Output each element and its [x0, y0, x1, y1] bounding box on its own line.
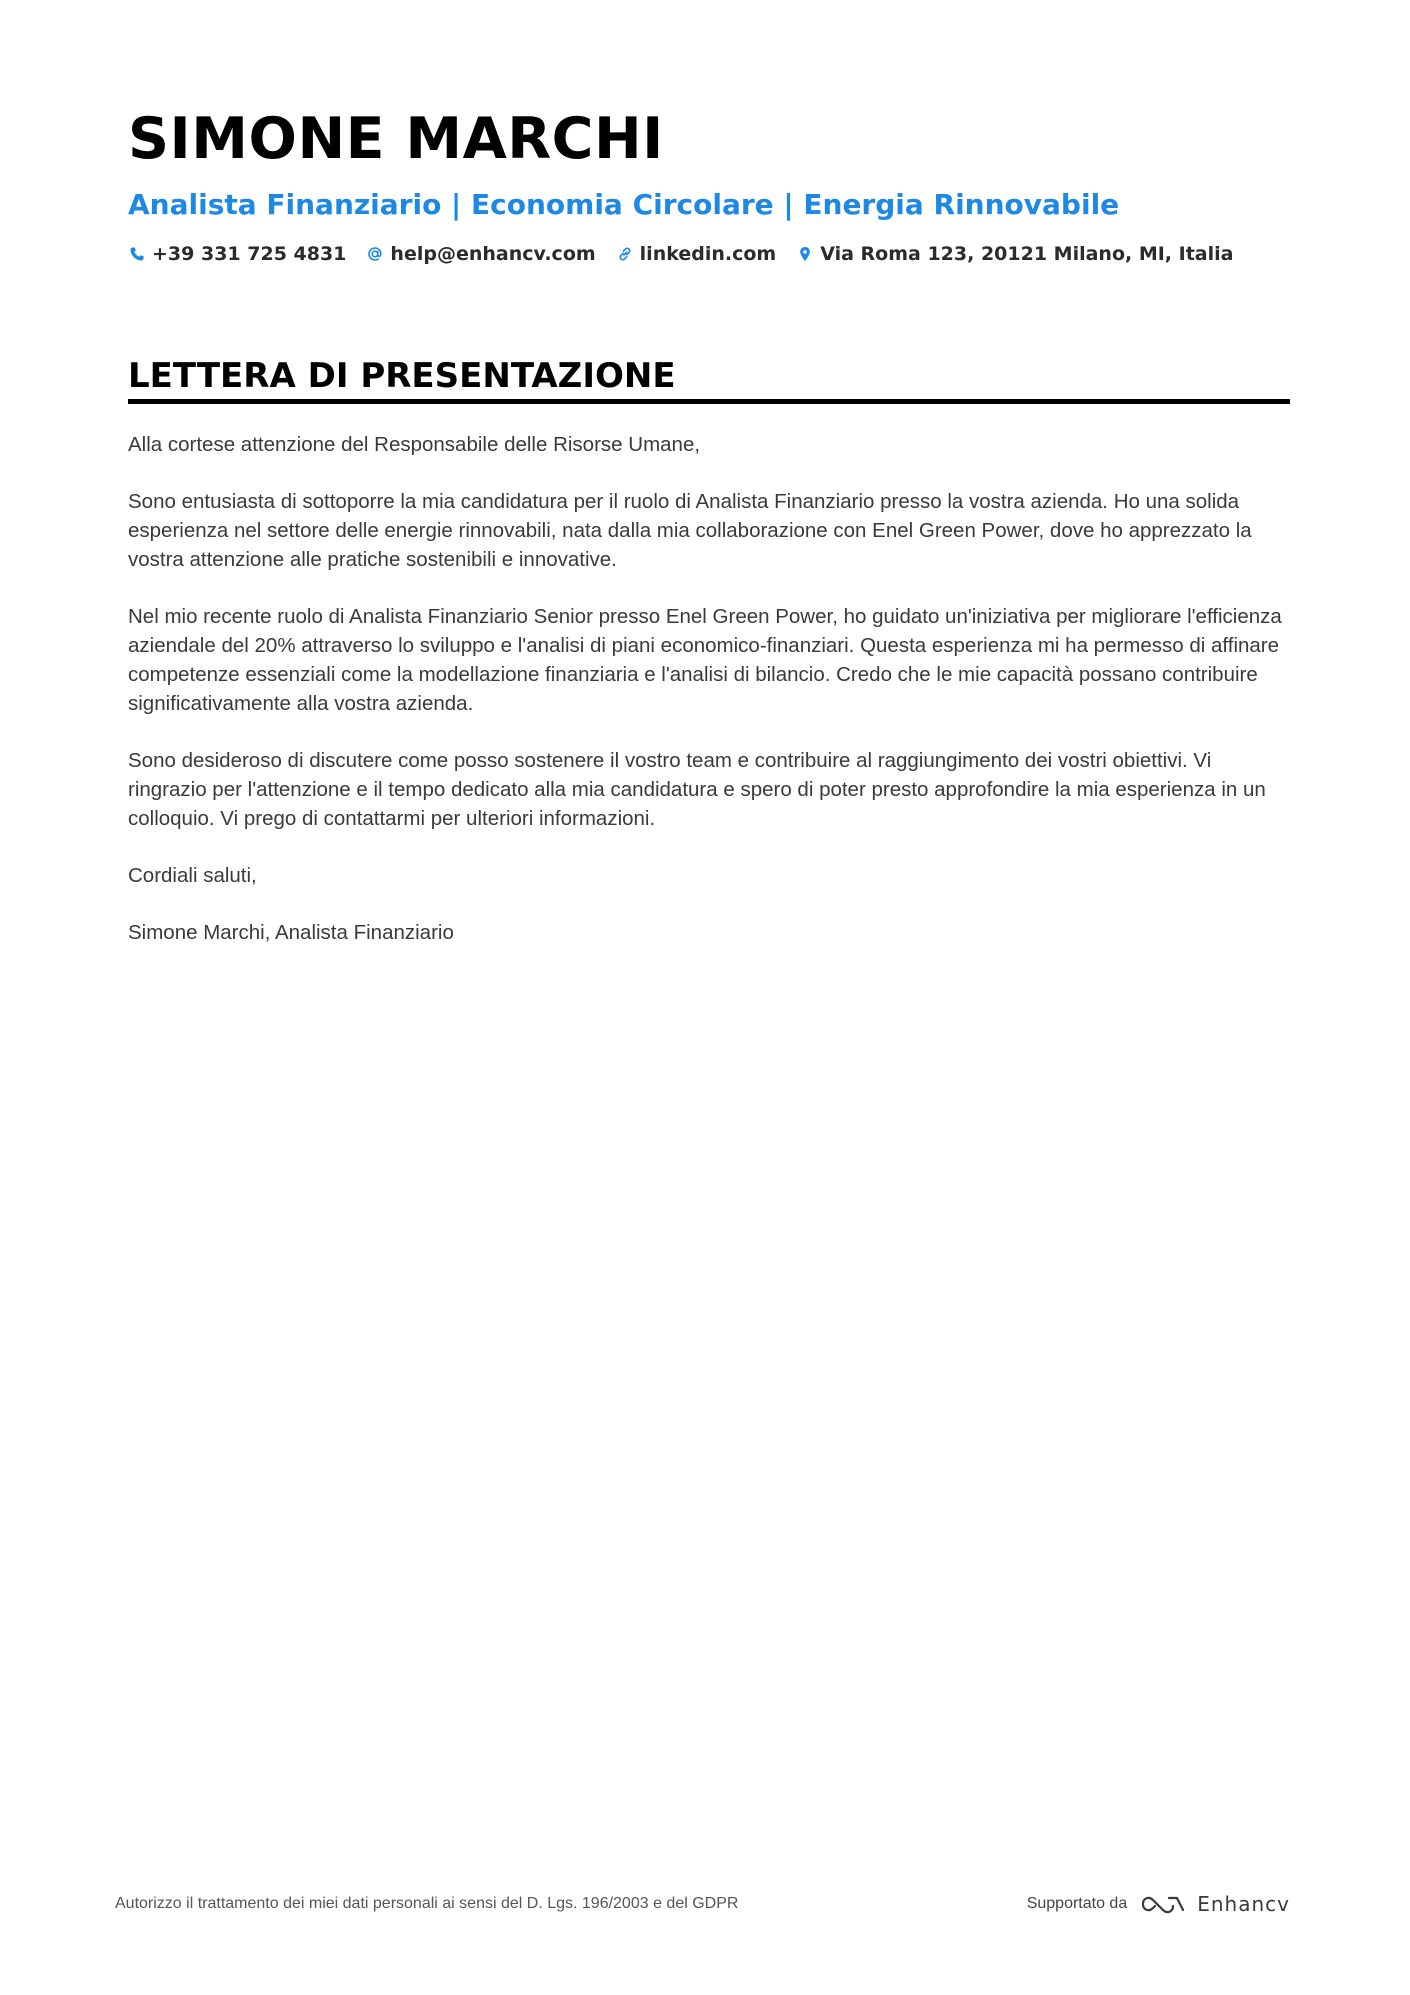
contact-address	[796, 243, 1233, 265]
powered-by-label: Supportato da	[1026, 1895, 1128, 1912]
page-footer	[115, 1892, 1290, 1916]
brand-name: Enhancv	[1197, 1892, 1290, 1916]
cover-letter-page	[128, 106, 1290, 975]
link-icon	[616, 245, 634, 263]
candidate-name: SIMONE MARCHI	[128, 106, 664, 172]
letter-greeting: Alla cortese attenzione del Responsabile delle Risorse Umane,	[128, 432, 701, 456]
letter-signature: Simone Marchi, Analista Finanziario	[128, 920, 454, 944]
location-pin-icon	[796, 245, 814, 263]
letter-paragraph: Sono entusiasta di sottoporre la mia candidatura per il ruolo di Analista Finanziario presso la vostra azienda. Ho una solida esperienza nel settore delle energie rinnovabili, nata dalla mia collaborazione con Enel Green Power, dove ho apprezzato la vostra attenzione alle pratiche sostenibili e innovative.	[128, 489, 1252, 571]
candidate-headline: Analista Finanziario | Economia Circolare | Energia Rinnovabile	[128, 187, 1120, 221]
section-title: LETTERA DI PRESENTAZIONE	[128, 357, 1290, 403]
enhancv-logo-icon	[1139, 1892, 1187, 1916]
phone-icon	[128, 245, 146, 263]
contact-address-text: Via Roma 123, 20121 Milano, MI, Italia	[820, 243, 1234, 266]
powered-by[interactable]	[1027, 1892, 1290, 1916]
letter-body	[128, 430, 1290, 947]
letter-paragraph: Nel mio recente ruolo di Analista Finanziario Senior presso Enel Green Power, ho guidato un'iniziativa per migliorare l'efficienza aziendale del 20% attraverso lo sviluppo e l'analisi di piani economico-finanziari. Questa esperienza mi ha permesso di affinare competenze essenziali come la modellazione finanziaria e l'analisi di bilancio. Credo che le mie capacità possano contribuire significativamente alla vostra azienda.	[128, 604, 1282, 715]
contact-phone[interactable]	[128, 243, 346, 265]
contact-linkedin[interactable]	[616, 243, 777, 265]
contact-bar	[128, 243, 1290, 265]
letter-paragraph: Sono desideroso di discutere come posso sostenere il vostro team e contribuire al raggiungimento dei vostri obiettivi. Vi ringrazio per l'attenzione e il tempo dedicato alla mia candidatura e spero di poter presto approfondire la mia esperienza in un colloquio. Vi prego di contattarmi per ulteriori informazioni.	[128, 748, 1266, 830]
contact-email-text: help@enhancv.com	[390, 243, 596, 266]
letter-closing: Cordiali saluti,	[128, 863, 257, 887]
contact-phone-text: +39 331 725 4831	[152, 243, 347, 266]
privacy-consent: Autorizzo il trattamento dei miei dati personali ai sensi del D. Lgs. 196/2003 e del GDPR	[115, 1895, 739, 1912]
contact-email[interactable]	[366, 243, 595, 265]
contact-linkedin-text: linkedin.com	[639, 243, 777, 266]
at-icon	[366, 245, 384, 263]
